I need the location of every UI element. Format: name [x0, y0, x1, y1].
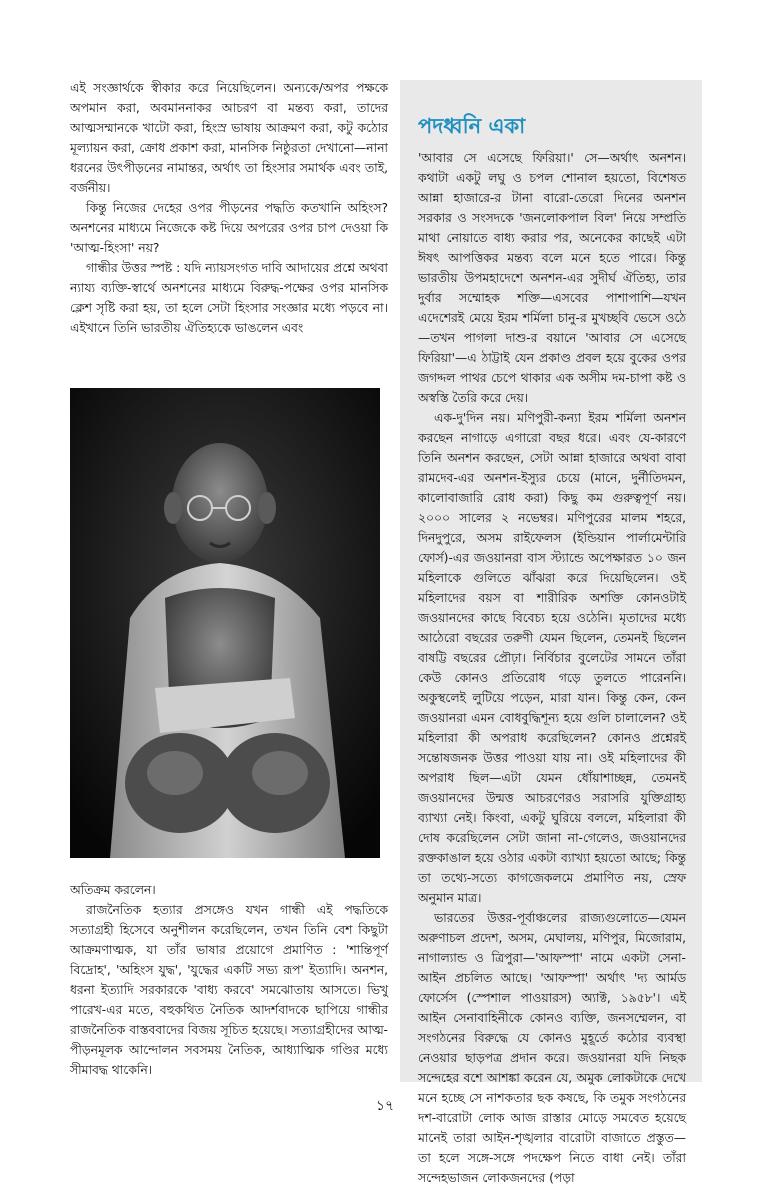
left-paragraph-1: এই সংজ্ঞার্থকে স্বীকার করে নিয়েছিলেন। অন্যকে/অপর পক্ষকে অপমান করা, অবমাননাকর আচরণ বা মন্তব্য করা, তাদের আত্মসম্মানকে খাটো করা, হিংস্র ভাষায় আক্রমণ করা, কটু কঠোর মূল্যায়ন করা, ক্রোধ প্রকাশ করা, মানসিক নিষ্ঠুরতা দেখানো—নানা ধরনের উৎপীড়নের নামান্তর, অর্থাৎ তা হিংসার সমার্থক এবং তাই, বর্জনীয়।	[70, 81, 388, 195]
gandhi-photo-illustration	[70, 388, 380, 858]
left-bottom-text	[70, 880, 388, 1080]
sidebar-paragraph-2: এক-দু'দিন নয়। মণিপুরী-কন্যা ইরম শর্মিলা অনশন করছেন নাগাড়ে এগারো বছর ধরে। এবং যে-কারণে তিনি অনশন করছেন, সেটা আন্না হাজারে অথবা বাবা রামদেব-এর অনশন-ইস্যুর চেয়ে (মানে, দুর্নীতিদমন, কালোবাজারি রোধ করা) কিছু কম গুরুত্বপূর্ণ নয়। ২০০০ সালের ২ নভেম্বর। মণিপুরের মালম শহরে, দিনদুপুরে, অসম রাইফেলস (ইন্ডিয়ান পার্লামেন্টারি ফোর্স)-এর জওয়ানরা বাস স্ট্যান্ডে অপেক্ষারত ১০ জন মহিলাকে গুলিতে ঝাঁঝরা করে দিয়েছিলেন। ওই মহিলাদের বয়স বা শারীরিক অশক্তি কোনওটাই জওয়ানদের কাছে বিবেচ্য হয়ে ওঠেনি। মৃতাদের মধ্যে আঠেরো বছরের তরুণী যেমন ছিলেন, তেমনই ছিলেন বাষট্টি বছরের প্রৌঢ়া। নির্বিচার বুলেটের সামনে তাঁরা কেউ কোনও প্রতিরোধ গড়ে তুলতে পারেননি। অকুস্থলেই লুটিয়ে পড়েন, মারা যান। কিন্তু কেন, কেন জওয়ানরা এমন বোধবুদ্ধিশূন্য হয়ে গুলি চালালেন? ওই মহিলারা কী অপরাধ করেছিলেন? কোনও প্রশ্নেরই সন্তোষজনক উত্তর পাওয়া যায় না। ওই মহিলাদের কী অপরাধ ছিল—এটা যেমন ধোঁয়াশাচ্ছন্ন, তেমনই জওয়ানদের উন্মত্ত আচরণেরও সরাসরি যুক্তিগ্রাহ্য ব্যাখ্যা নেই। কিংবা, একটু ঘুরিয়ে বললে, মহিলারা কী দোষ করেছিলেন সেটা জানা না-গেলেও, জওয়ানদের রক্তকাঙাল হয়ে ওঠার একটা ব্যাখ্যা হয়তো আছে; কিন্তু তা তথ্যে-সত্যে কাগজেকলমে প্রমাণিত নয়, স্রেফ অনুমান মাত্র।	[418, 411, 686, 905]
left-bottom-paragraph-1: অতিক্রম করলেন।	[70, 883, 156, 897]
sidebar-title: পদধ্বনি একা	[418, 114, 526, 138]
left-paragraph-2: কিন্তু নিজের দেহের ওপর পীড়নের পদ্ধতি কতখানি অহিংস? অনশনের মাধ্যমে নিজেকে কষ্ট দিয়ে অপরের ওপর চাপ দেওয়া কি 'আত্ম-হিংসা' নয়?	[70, 201, 388, 255]
left-column-text	[70, 78, 388, 338]
sidebar-paragraph-3: ভারতের উত্তর-পূর্বাঞ্চলের রাজ্যগুলোতে—যেমন অরুণাচল প্রদেশ, অসম, মেঘালয়, মণিপুর, মিজোরাম, নাগাল্যান্ড ও ত্রিপুরা—'আফস্পা' নামে একটা সেনা-আইন প্রচলিত আছে। 'আফস্পা' অর্থাৎ 'দ্য আর্মড ফোর্সেস (স্পেশাল পাওয়ারস) অ্যাক্ট, ১৯৫৮'। এই আইন সেনাবাহিনীকে কোনও ব্যক্তি, জনসম্মেলন, বা সংগঠনের বিরুদ্ধে যে কোনও মুহূর্তে কঠোর ব্যবস্থা নেওয়ার ছাড়পত্র প্রদান করে। জওয়ানরা যদি নিছক সন্দেহের বশে আশঙ্কা করেন যে, অমুক লোকটাকে দেখে মনে হচ্ছে সে নাশকতার ছক কষছে, কি তমুক সংগঠনের দশ-বারোটা লোক আজ রাস্তার মোড়ে সমবেত হয়েছে মানেই তারা আইন-শৃঙ্খলার বারোটা বাজাতে প্রস্তুত—তা হলে সঙ্গে-সঙ্গে পদক্ষেপ নিতে বাধা নেই। তাঁরা সন্দেহভাজন লোকজনদের (পড়া	[418, 911, 686, 1185]
page-number: ১৭	[375, 1098, 395, 1114]
sidebar-paragraph-1: 'আবার সে এসেছে ফিরিয়া।' সে—অর্থাৎ অনশন। কথাটা একটু লঘু ও চপল শোনাল হয়তো, বিশেষত আন্না হাজারে-র টানা বারো-তেরো দিনের অনশন সরকার ও সংসদকে 'জনলোকপাল বিল' নিয়ে সম্প্রতি মাথা নোয়াতে বাধ্য করার পর, অনেকের কাছেই এটা ঈষৎ আপত্তিকর মন্তব্য বলে মনে হতে পারে। কিন্তু ভারতীয় উপমহাদেশে অনশন-এর সুদীর্ঘ ঐতিহ্য, তার দুর্বার সম্মোহক শক্তি—এসবের পাশাপাশি—যখন এদেশেরই মেয়ে ইরম শর্মিলা চানু-র মুখচ্ছবি ভেসে ওঠে—তখন পাগলা দাশু-র বয়ানে 'আবার সে এসেছে ফিরিয়া'—এ ঠাট্টাই যেন প্রকাণ্ড প্রবল হয়ে বুকের ওপর জগদ্দল পাথর চেপে থাকার এক অসীম দম-চাপা কষ্ট ও অস্বস্তি তৈরি করে দেয়।	[418, 151, 686, 405]
gandhi-photo	[70, 388, 380, 858]
left-bottom-paragraph-2: রাজনৈতিক হত্যার প্রসঙ্গেও যখন গান্ধী এই পদ্ধতিকে সত্যাগ্রহী হিসেবে অনুশীলন করেছিলেন, তখন তিনি বেশ কিছুটা আক্রমণাত্মক, যা তাঁর ভাষার প্রয়োগে প্রমাণিত : 'শান্তিপূর্ণ বিদ্রোহ', 'অহিংস যুদ্ধ', 'যুদ্ধের একটি সভ্য রূপ' ইত্যাদি। অনশন, ধরনা ইত্যাদি সরকারকে 'বাধ্য করবে' সমঝোতায় আসতে। ভিখু পারেখ-এর মতে, বহুকথিত নৈতিক আদর্শবাদকে ছাপিয়ে গান্ধীর রাজনৈতিক বাস্তববাদের বিজয় সূচিত হয়েছে। সত্যাগ্রহীদের আত্ম-পীড়নমূলক আন্দোলন সবসময় নৈতিক, আধ্যাত্মিক গণ্ডির মধ্যে সীমাবদ্ধ থাকেনি।	[70, 903, 388, 1077]
left-paragraph-3: গান্ধীর উত্তর স্পষ্ট : যদি ন্যায়সংগত দাবি আদায়ের প্রশ্নে অথবা ন্যায্য ব্যক্তি-স্বার্থে অনশনের মাধ্যমে বিরুদ্ধ-পক্ষের ওপর মানসিক ক্লেশ সৃষ্টি করা হয়, তা হলে সেটা হিংসার সংজ্ঞার মধ্যে পড়বে না। এইখানে তিনি ভারতীয় ঐতিহ্যকে ভাঙলেন এবং	[70, 261, 388, 335]
sidebar-text	[418, 148, 686, 1188]
